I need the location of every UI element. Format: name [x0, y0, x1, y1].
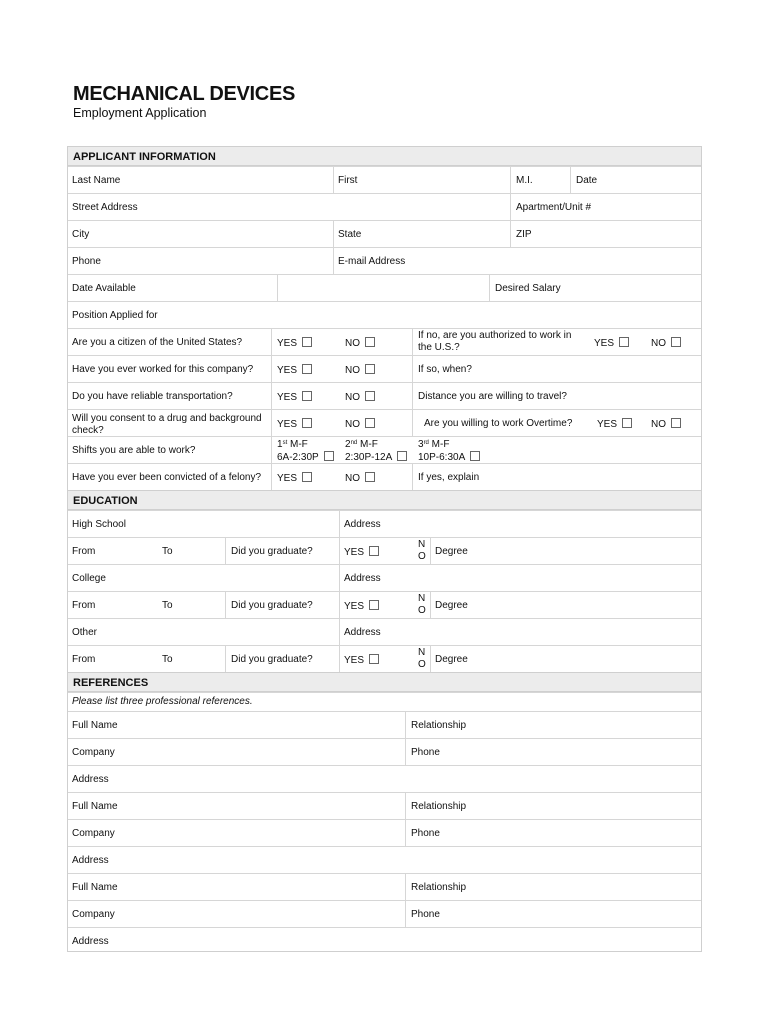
row-ref2-company: [67, 819, 702, 846]
checkbox[interactable]: [365, 418, 375, 428]
checkbox[interactable]: [365, 391, 375, 401]
street-label: Street Address: [72, 202, 138, 213]
relationship-label: Relationship: [411, 882, 467, 893]
row-other: [67, 618, 702, 645]
shift-third[interactable]: 3rd M-F 10P-6:30A: [418, 439, 480, 463]
phone-label: Phone: [411, 828, 440, 839]
section-header-references: [67, 672, 702, 692]
checkbox[interactable]: [369, 546, 379, 556]
company-label: Company: [72, 747, 115, 758]
authorized-question: If no, are you authorized to work in the U.S.?: [418, 330, 572, 353]
checkbox[interactable]: [671, 418, 681, 428]
row-city: [67, 220, 702, 247]
shift-first[interactable]: 1st M-F 6A-2:30P: [277, 439, 334, 463]
graduate-question: Did you graduate?: [231, 546, 313, 557]
graduate-yes[interactable]: YES: [344, 546, 379, 559]
row-shifts: [67, 436, 702, 463]
checkbox[interactable]: [302, 391, 312, 401]
overtime-question: Are you willing to work Overtime?: [424, 418, 573, 429]
transport-yes[interactable]: YES: [277, 391, 312, 404]
section-title: APPLICANT INFORMATION: [73, 151, 216, 163]
row-ref1-company: [67, 738, 702, 765]
checkbox[interactable]: [671, 337, 681, 347]
row-ref3-address: [67, 927, 702, 954]
graduate-no[interactable]: N O: [418, 539, 426, 562]
graduate-no[interactable]: N O: [418, 647, 426, 670]
state-label: State: [338, 229, 362, 240]
worked-yes[interactable]: YES: [277, 364, 312, 377]
address-label: Address: [72, 774, 109, 785]
graduate-question: Did you graduate?: [231, 600, 313, 611]
checkbox[interactable]: [397, 451, 407, 461]
row-street: [67, 193, 702, 220]
if-so-label: If so, when?: [418, 364, 472, 375]
relationship-label: Relationship: [411, 720, 467, 731]
checkbox[interactable]: [365, 364, 375, 374]
row-drug-check: [67, 409, 702, 436]
row-college: [67, 564, 702, 591]
row-other-dates: [67, 645, 702, 672]
row-citizen: [67, 328, 702, 355]
row-date-available: [67, 274, 702, 301]
apt-label: Apartment/Unit #: [516, 202, 592, 213]
checkbox[interactable]: [619, 337, 629, 347]
full-name-label: Full Name: [72, 801, 118, 812]
row-high-school: [67, 510, 702, 537]
page-title: MECHANICAL DEVICES: [73, 83, 296, 105]
phone-label: Phone: [411, 747, 440, 758]
address-label: Address: [72, 936, 109, 947]
high-school-label: High School: [72, 519, 126, 530]
citizen-question: Are you a citizen of the United States?: [72, 337, 243, 348]
worked-question: Have you ever worked for this company?: [72, 364, 254, 375]
explain-label: If yes, explain: [418, 472, 480, 483]
checkbox[interactable]: [324, 451, 334, 461]
last-name-label: Last Name: [72, 175, 121, 186]
to-label: To: [162, 654, 173, 665]
row-ref2-name: [67, 792, 702, 819]
email-label: E-mail Address: [338, 256, 406, 267]
row-worked-before: [67, 355, 702, 382]
authorized-yes[interactable]: YES: [594, 337, 629, 350]
row-ref1-name: [67, 711, 702, 738]
phone-label: Phone: [411, 909, 440, 920]
row-transport: [67, 382, 702, 409]
transport-no[interactable]: NO: [345, 391, 375, 404]
graduate-yes[interactable]: YES: [344, 600, 379, 613]
row-felony: [67, 463, 702, 490]
felony-yes[interactable]: YES: [277, 472, 312, 485]
authorized-no[interactable]: NO: [651, 337, 681, 350]
checkbox[interactable]: [365, 472, 375, 482]
company-label: Company: [72, 828, 115, 839]
checkbox[interactable]: [622, 418, 632, 428]
worked-no[interactable]: NO: [345, 364, 375, 377]
address-label: Address: [72, 855, 109, 866]
address-label: Address: [344, 519, 381, 530]
graduate-no[interactable]: N O: [418, 593, 426, 616]
references-note: Please list three professional references.: [72, 696, 253, 707]
section-header-education: [67, 490, 702, 510]
full-name-label: Full Name: [72, 720, 118, 731]
graduate-yes[interactable]: YES: [344, 654, 379, 667]
drug-question: Will you consent to a drug and background check?: [72, 413, 262, 436]
degree-label: Degree: [435, 654, 468, 665]
transport-question: Do you have reliable transportation?: [72, 391, 233, 402]
zip-label: ZIP: [516, 229, 532, 240]
salary-label: Desired Salary: [495, 283, 561, 294]
from-label: From: [72, 546, 96, 557]
felony-question: Have you ever been convicted of a felony?: [72, 472, 262, 483]
address-label: Address: [344, 573, 381, 584]
full-name-label: Full Name: [72, 882, 118, 893]
date-available-label: Date Available: [72, 283, 136, 294]
application-form: [67, 146, 702, 954]
section-header-applicant: [67, 146, 702, 166]
checkbox[interactable]: [369, 600, 379, 610]
row-ref3-company: [67, 900, 702, 927]
checkbox[interactable]: [365, 337, 375, 347]
drug-yes[interactable]: YES: [277, 418, 312, 431]
graduate-question: Did you graduate?: [231, 654, 313, 665]
phone-label: Phone: [72, 256, 101, 267]
college-label: College: [72, 573, 106, 584]
date-label: Date: [576, 175, 598, 186]
checkbox[interactable]: [302, 364, 312, 374]
checkbox[interactable]: [369, 654, 379, 664]
first-name-label: First: [338, 175, 358, 186]
degree-label: Degree: [435, 600, 468, 611]
citizen-no[interactable]: NO: [345, 337, 375, 350]
checkbox[interactable]: [470, 451, 480, 461]
drug-no[interactable]: NO: [345, 418, 375, 431]
degree-label: Degree: [435, 546, 468, 557]
row-college-dates: [67, 591, 702, 618]
address-label: Address: [344, 627, 381, 638]
section-title: REFERENCES: [73, 677, 149, 689]
distance-question: Distance you are willing to travel?: [418, 391, 567, 402]
row-position: [67, 301, 702, 328]
shifts-question: Shifts you are able to work?: [72, 445, 196, 456]
row-ref3-name: [67, 873, 702, 900]
checkbox[interactable]: [302, 472, 312, 482]
row-name: [67, 166, 702, 193]
felony-no[interactable]: NO: [345, 472, 375, 485]
from-label: From: [72, 600, 96, 611]
overtime-yes[interactable]: YES: [597, 418, 632, 431]
shift-second[interactable]: 2nd M-F 2:30P-12A: [345, 439, 407, 463]
section-title: EDUCATION: [73, 495, 138, 507]
row-high-school-dates: [67, 537, 702, 564]
row-ref2-address: [67, 846, 702, 873]
row-ref1-address: [67, 765, 702, 792]
citizen-yes[interactable]: YES: [277, 337, 312, 350]
row-phone: [67, 247, 702, 274]
checkbox[interactable]: [302, 337, 312, 347]
other-label: Other: [72, 627, 98, 638]
to-label: To: [162, 600, 173, 611]
city-label: City: [72, 229, 90, 240]
overtime-no[interactable]: NO: [651, 418, 681, 431]
relationship-label: Relationship: [411, 801, 467, 812]
company-label: Company: [72, 909, 115, 920]
to-label: To: [162, 546, 173, 557]
row-references-note: [67, 692, 702, 711]
page-subtitle: Employment Application: [73, 106, 207, 120]
checkbox[interactable]: [302, 418, 312, 428]
mi-label: M.I.: [516, 175, 533, 186]
position-label: Position Applied for: [72, 310, 158, 321]
from-label: From: [72, 654, 96, 665]
